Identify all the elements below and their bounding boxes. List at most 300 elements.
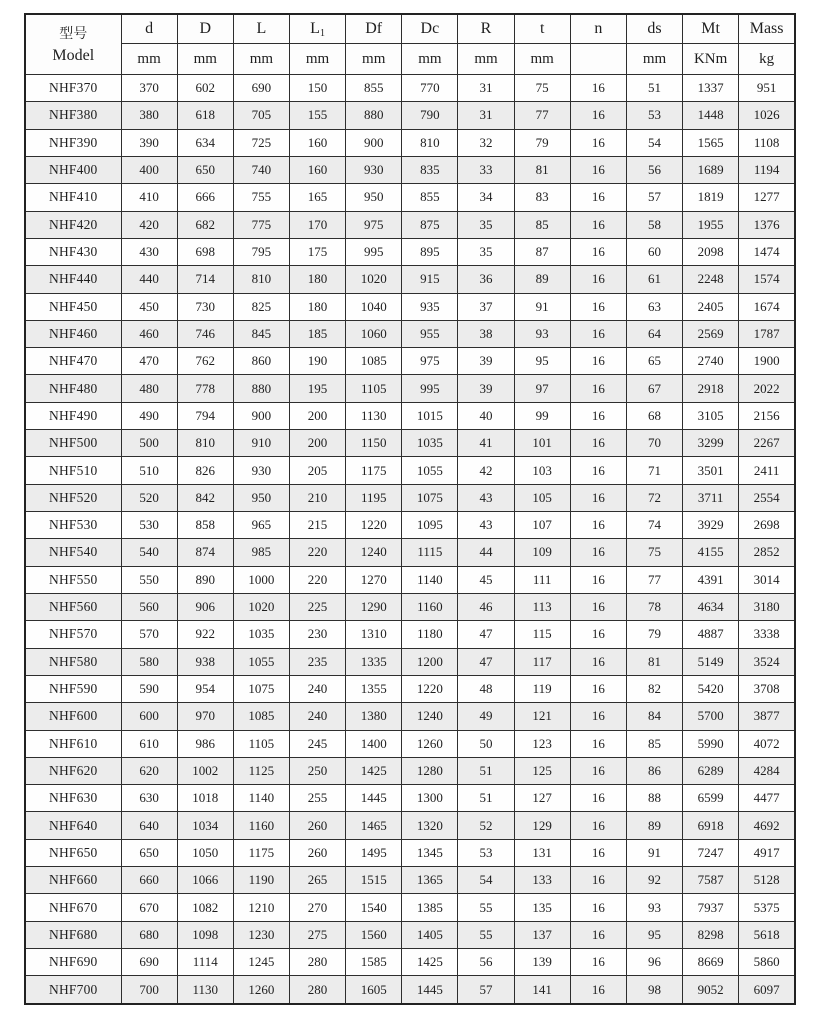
value-cell: 1380 [346,703,402,730]
column-header: Dc [402,14,458,44]
model-cell: NHF440 [25,266,121,293]
value-cell: 835 [402,156,458,183]
column-unit: mm [458,44,514,75]
value-cell: 16 [570,757,626,784]
table-body [25,75,795,1005]
value-cell: 31 [458,75,514,102]
value-cell: 16 [570,867,626,894]
value-cell: 16 [570,566,626,593]
value-cell: 63 [626,293,682,320]
value-cell: 16 [570,648,626,675]
value-cell: 71 [626,457,682,484]
value-cell: 85 [514,211,570,238]
value-cell: 660 [121,867,177,894]
value-cell: 845 [233,320,289,347]
value-cell: 698 [177,238,233,265]
value-cell: 160 [289,129,345,156]
model-cell: NHF670 [25,894,121,921]
value-cell: 880 [233,375,289,402]
value-cell: 1015 [402,402,458,429]
model-header-zh: 型号 [59,26,88,42]
model-cell: NHF460 [25,320,121,347]
value-cell: 2405 [683,293,739,320]
value-cell: 705 [233,102,289,129]
value-cell: 127 [514,785,570,812]
value-cell: 860 [233,348,289,375]
value-cell: 1355 [346,675,402,702]
value-cell: 1195 [346,484,402,511]
value-cell: 650 [177,156,233,183]
value-cell: 950 [233,484,289,511]
column-unit: kg [739,44,795,75]
value-cell: 1245 [233,949,289,976]
value-cell: 795 [233,238,289,265]
value-cell: 1018 [177,785,233,812]
value-cell: 85 [626,730,682,757]
value-cell: 137 [514,921,570,948]
table-row [25,293,795,320]
column-header: R [458,14,514,44]
value-cell: 740 [233,156,289,183]
value-cell: 810 [233,266,289,293]
value-cell: 16 [570,675,626,702]
value-cell: 4887 [683,621,739,648]
model-cell: NHF390 [25,129,121,156]
value-cell: 1335 [346,648,402,675]
model-cell: NHF630 [25,785,121,812]
value-cell: 56 [626,156,682,183]
value-cell: 16 [570,621,626,648]
model-cell: NHF690 [25,949,121,976]
value-cell: 1035 [233,621,289,648]
value-cell: 6918 [683,812,739,839]
table-row [25,402,795,429]
value-cell: 46 [458,593,514,620]
value-cell: 1320 [402,812,458,839]
value-cell: 99 [514,402,570,429]
value-cell: 16 [570,839,626,866]
value-cell: 1540 [346,894,402,921]
column-header: Df [346,14,402,44]
value-cell: 1150 [346,430,402,457]
value-cell: 139 [514,949,570,976]
value-cell: 965 [233,512,289,539]
model-cell: NHF590 [25,675,121,702]
value-cell: 875 [402,211,458,238]
value-cell: 1035 [402,430,458,457]
value-cell: 670 [121,894,177,921]
table-row [25,566,795,593]
value-cell: 1280 [402,757,458,784]
value-cell: 150 [289,75,345,102]
table-row [25,266,795,293]
table-row [25,812,795,839]
table-row [25,703,795,730]
value-cell: 107 [514,512,570,539]
value-cell: 16 [570,211,626,238]
value-cell: 650 [121,839,177,866]
value-cell: 86 [626,757,682,784]
value-cell: 54 [626,129,682,156]
model-cell: NHF680 [25,921,121,948]
value-cell: 700 [121,976,177,1004]
value-cell: 1210 [233,894,289,921]
value-cell: 16 [570,293,626,320]
value-cell: 54 [458,867,514,894]
value-cell: 890 [177,566,233,593]
column-header: $L_1$ [289,14,345,44]
value-cell: 910 [233,430,289,457]
value-cell: 111 [514,566,570,593]
value-cell: 52 [458,812,514,839]
value-cell: 220 [289,539,345,566]
value-cell: 84 [626,703,682,730]
value-cell: 1020 [346,266,402,293]
value-cell: 16 [570,320,626,347]
value-cell: 57 [626,184,682,211]
model-cell: NHF610 [25,730,121,757]
table-row [25,648,795,675]
model-cell: NHF470 [25,348,121,375]
value-cell: 730 [177,293,233,320]
value-cell: 96 [626,949,682,976]
value-cell: 1200 [402,648,458,675]
value-cell: 129 [514,812,570,839]
value-cell: 51 [458,757,514,784]
value-cell: 880 [346,102,402,129]
value-cell: 8298 [683,921,739,948]
value-cell: 16 [570,812,626,839]
value-cell: 103 [514,457,570,484]
value-cell: 215 [289,512,345,539]
value-cell: 390 [121,129,177,156]
table-row [25,457,795,484]
value-cell: 1105 [233,730,289,757]
value-cell: 115 [514,621,570,648]
value-cell: 1220 [402,675,458,702]
value-cell: 5149 [683,648,739,675]
value-cell: 113 [514,593,570,620]
value-cell: 240 [289,703,345,730]
value-cell: 3014 [739,566,795,593]
value-cell: 280 [289,976,345,1004]
value-cell: 1425 [346,757,402,784]
value-cell: 855 [346,75,402,102]
value-cell: 105 [514,484,570,511]
column-unit: mm [626,44,682,75]
value-cell: 16 [570,976,626,1004]
value-cell: 1385 [402,894,458,921]
value-cell: 64 [626,320,682,347]
value-cell: 1445 [402,976,458,1004]
column-unit: mm [289,44,345,75]
model-cell: NHF560 [25,593,121,620]
value-cell: 1115 [402,539,458,566]
value-cell: 7587 [683,867,739,894]
value-cell: 380 [121,102,177,129]
value-cell: 1050 [177,839,233,866]
value-cell: 125 [514,757,570,784]
value-cell: 5375 [739,894,795,921]
value-cell: 1405 [402,921,458,948]
table-row [25,593,795,620]
value-cell: 930 [346,156,402,183]
value-cell: 123 [514,730,570,757]
value-cell: 922 [177,621,233,648]
value-cell: 280 [289,949,345,976]
value-cell: 58 [626,211,682,238]
value-cell: 74 [626,512,682,539]
value-cell: 4284 [739,757,795,784]
value-cell: 1465 [346,812,402,839]
value-cell: 225 [289,593,345,620]
value-cell: 1130 [177,976,233,1004]
value-cell: 2554 [739,484,795,511]
value-cell: 5128 [739,867,795,894]
value-cell: 1585 [346,949,402,976]
value-cell: 1515 [346,867,402,894]
value-cell: 970 [177,703,233,730]
value-cell: 33 [458,156,514,183]
value-cell: 1560 [346,921,402,948]
value-cell: 6097 [739,976,795,1004]
value-cell: 1055 [233,648,289,675]
value-cell: 858 [177,512,233,539]
value-cell: 3524 [739,648,795,675]
column-header: Mt [683,14,739,44]
value-cell: 1955 [683,211,739,238]
value-cell: 16 [570,266,626,293]
value-cell: 1140 [233,785,289,812]
value-cell: 6289 [683,757,739,784]
value-cell: 195 [289,375,345,402]
value-cell: 16 [570,593,626,620]
value-cell: 570 [121,621,177,648]
value-cell: 260 [289,812,345,839]
value-cell: 65 [626,348,682,375]
value-cell: 135 [514,894,570,921]
value-cell: 490 [121,402,177,429]
value-cell: 91 [626,839,682,866]
value-cell: 50 [458,730,514,757]
value-cell: 16 [570,949,626,976]
column-header: Mass [739,14,795,44]
value-cell: 1066 [177,867,233,894]
table-row [25,211,795,238]
value-cell: 68 [626,402,682,429]
value-cell: 2569 [683,320,739,347]
value-cell: 3929 [683,512,739,539]
model-cell: NHF500 [25,430,121,457]
value-cell: 825 [233,293,289,320]
value-cell: 4692 [739,812,795,839]
value-cell: 995 [402,375,458,402]
value-cell: 16 [570,484,626,511]
value-cell: 1160 [233,812,289,839]
value-cell: 77 [626,566,682,593]
model-cell: NHF380 [25,102,121,129]
value-cell: 794 [177,402,233,429]
value-cell: 4155 [683,539,739,566]
value-cell: 1130 [346,402,402,429]
value-cell: 95 [626,921,682,948]
value-cell: 53 [458,839,514,866]
value-cell: 906 [177,593,233,620]
value-cell: 78 [626,593,682,620]
value-cell: 93 [626,894,682,921]
value-cell: 1337 [683,75,739,102]
value-cell: 1445 [346,785,402,812]
value-cell: 35 [458,238,514,265]
column-unit: mm [121,44,177,75]
value-cell: 778 [177,375,233,402]
value-cell: 580 [121,648,177,675]
value-cell: 32 [458,129,514,156]
value-cell: 185 [289,320,345,347]
value-cell: 2698 [739,512,795,539]
value-cell: 1125 [233,757,289,784]
value-cell: 205 [289,457,345,484]
value-cell: 49 [458,703,514,730]
value-cell: 420 [121,211,177,238]
value-cell: 682 [177,211,233,238]
value-cell: 1220 [346,512,402,539]
table-row [25,102,795,129]
value-cell: 1114 [177,949,233,976]
value-cell: 540 [121,539,177,566]
value-cell: 1260 [402,730,458,757]
value-cell: 260 [289,839,345,866]
value-cell: 38 [458,320,514,347]
value-cell: 634 [177,129,233,156]
value-cell: 430 [121,238,177,265]
value-cell: 1055 [402,457,458,484]
value-cell: 4634 [683,593,739,620]
value-cell: 1108 [739,129,795,156]
value-cell: 1194 [739,156,795,183]
value-cell: 16 [570,184,626,211]
value-cell: 16 [570,921,626,948]
value-cell: 400 [121,156,177,183]
value-cell: 47 [458,621,514,648]
value-cell: 1400 [346,730,402,757]
value-cell: 56 [458,949,514,976]
value-cell: 895 [402,238,458,265]
value-cell: 39 [458,348,514,375]
model-cell: NHF600 [25,703,121,730]
value-cell: 16 [570,156,626,183]
value-cell: 51 [626,75,682,102]
value-cell: 1900 [739,348,795,375]
value-cell: 680 [121,921,177,948]
table-row [25,949,795,976]
value-cell: 610 [121,730,177,757]
value-cell: 9052 [683,976,739,1004]
model-cell: NHF400 [25,156,121,183]
value-cell: 1230 [233,921,289,948]
value-cell: 1290 [346,593,402,620]
model-cell: NHF650 [25,839,121,866]
value-cell: 1300 [402,785,458,812]
value-cell: 42 [458,457,514,484]
value-cell: 44 [458,539,514,566]
table-row [25,785,795,812]
value-cell: 35 [458,211,514,238]
value-cell: 5420 [683,675,739,702]
value-cell: 5700 [683,703,739,730]
value-cell: 3877 [739,703,795,730]
value-cell: 37 [458,293,514,320]
column-header: t [514,14,570,44]
value-cell: 985 [233,539,289,566]
value-cell: 666 [177,184,233,211]
value-cell: 175 [289,238,345,265]
value-cell: 1175 [346,457,402,484]
value-cell: 47 [458,648,514,675]
value-cell: 550 [121,566,177,593]
value-cell: 620 [121,757,177,784]
table-row [25,730,795,757]
value-cell: 1277 [739,184,795,211]
value-cell: 1026 [739,102,795,129]
value-cell: 200 [289,402,345,429]
table-row [25,757,795,784]
value-cell: 7937 [683,894,739,921]
value-cell: 51 [458,785,514,812]
value-cell: 3180 [739,593,795,620]
value-cell: 2411 [739,457,795,484]
value-cell: 690 [233,75,289,102]
value-cell: 67 [626,375,682,402]
column-header: d [121,14,177,44]
value-cell: 810 [177,430,233,457]
value-cell: 98 [626,976,682,1004]
value-cell: 91 [514,293,570,320]
value-cell: 995 [346,238,402,265]
value-cell: 5990 [683,730,739,757]
value-cell: 842 [177,484,233,511]
model-cell: NHF570 [25,621,121,648]
value-cell: 3501 [683,457,739,484]
value-cell: 275 [289,921,345,948]
value-cell: 1085 [233,703,289,730]
model-cell: NHF520 [25,484,121,511]
value-cell: 97 [514,375,570,402]
value-cell: 16 [570,375,626,402]
value-cell: 16 [570,785,626,812]
value-cell: 88 [626,785,682,812]
value-cell: 810 [402,129,458,156]
value-cell: 1574 [739,266,795,293]
value-cell: 1605 [346,976,402,1004]
value-cell: 775 [233,211,289,238]
value-cell: 36 [458,266,514,293]
value-cell: 1565 [683,129,739,156]
value-cell: 170 [289,211,345,238]
table-row [25,129,795,156]
value-cell: 16 [570,102,626,129]
value-cell: 2852 [739,539,795,566]
value-cell: 45 [458,566,514,593]
value-cell: 16 [570,348,626,375]
value-cell: 1240 [402,703,458,730]
value-cell: 4072 [739,730,795,757]
table-row [25,839,795,866]
value-cell: 602 [177,75,233,102]
model-cell: NHF580 [25,648,121,675]
value-cell: 975 [346,211,402,238]
value-cell: 16 [570,238,626,265]
